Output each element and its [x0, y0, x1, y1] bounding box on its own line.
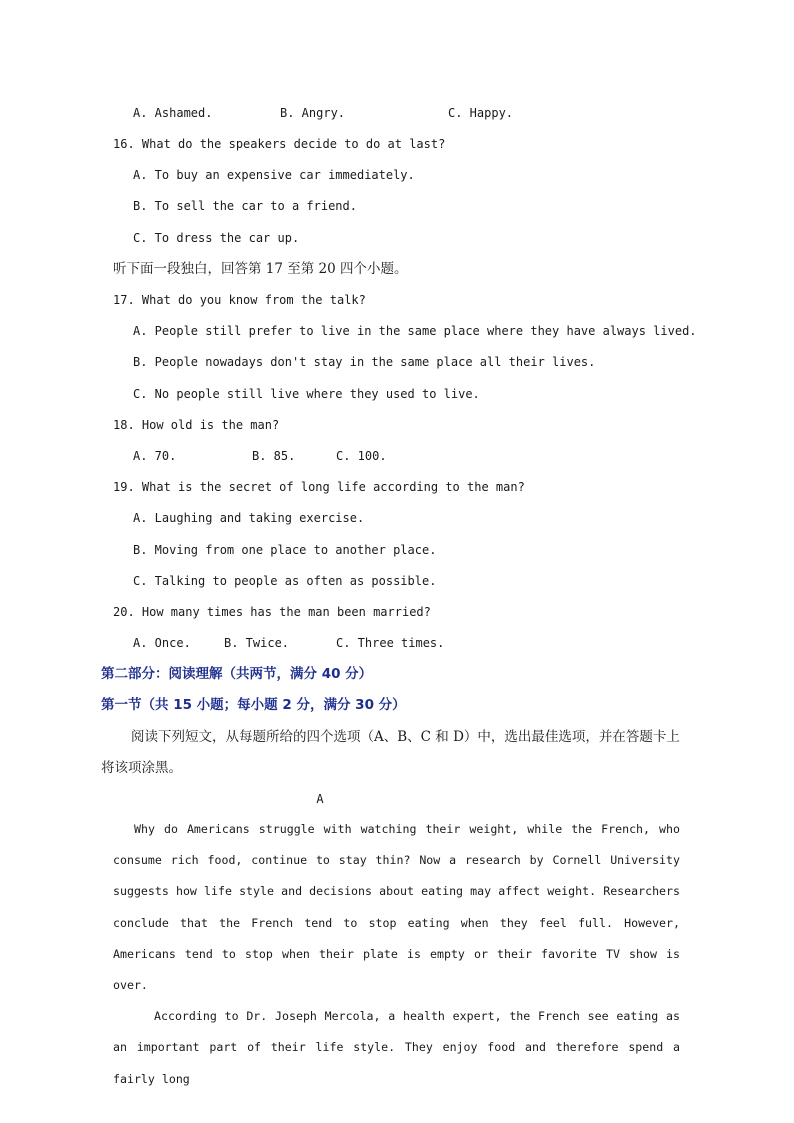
q20-question: 20. How many times has the man been married?	[113, 605, 431, 619]
q20-option-a: A. Once.	[133, 636, 191, 650]
q15-option-a: A. Ashamed.	[133, 106, 213, 120]
q19-option-c: C. Talking to people as often as possible.	[133, 574, 437, 588]
reading-instruction-line2: 将该项涂黑。	[101, 760, 182, 776]
q20-option-c: C. Three times.	[336, 636, 445, 650]
passage-label: A	[316, 792, 324, 806]
part2-heading: 第二部分：阅读理解（共两节，满分 40 分）	[101, 666, 373, 682]
monologue-instruction: 听下面一段独白，回答第 17 至第 20 四个小题。	[113, 261, 408, 277]
q17-question: 17. What do you know from the talk?	[113, 293, 366, 307]
q17-option-a: A. People still prefer to live in the same place where they have always lived.	[133, 324, 697, 338]
section1-heading: 第一节（共 15 小题；每小题 2 分，满分 30 分）	[101, 697, 406, 713]
passage-body	[113, 814, 680, 1095]
q18-option-b: B. 85.	[252, 449, 296, 463]
q17-option-c: C. No people still live where they used to live.	[133, 387, 480, 401]
q19-question: 19. What is the secret of long life according to the man?	[113, 480, 525, 494]
q17-option-b: B. People nowadays don't stay in the same place all their lives.	[133, 355, 596, 369]
q20-option-b: B. Twice.	[224, 636, 290, 650]
q18-option-a: A. 70.	[133, 449, 177, 463]
q15-option-c: C. Happy.	[448, 106, 514, 120]
reading-instruction-line1: 阅读下列短文，从每题所给的四个选项（A、B、C 和 D）中，选出最佳选项，并在答题卡上	[131, 729, 680, 745]
q16-option-b: B. To sell the car to a friend.	[133, 199, 357, 213]
q19-option-b: B. Moving from one place to another place.	[133, 543, 437, 557]
q16-option-a: A. To buy an expensive car immediately.	[133, 168, 415, 182]
passage-paragraph-2: According to Dr. Joseph Mercola, a health expert, the French see eating as an important part of their life style. They enjoy food and therefore spend a fairly long	[113, 1009, 680, 1086]
q18-question: 18. How old is the man?	[113, 418, 280, 432]
passage-paragraph-1: Why do Americans struggle with watching their weight, while the French, who consume rich food, continue to stay thin? Now a research by Cornell University suggests how life style and decisions about eating may affect weight. Researchers conclude that the French tend to stop eating when they feel full. However, Americans tend to stop when their plate is empty or their favorite TV show is over.	[113, 822, 680, 993]
q15-option-b: B. Angry.	[280, 106, 346, 120]
q18-option-c: C. 100.	[336, 449, 387, 463]
q19-option-a: A. Laughing and taking exercise.	[133, 511, 365, 525]
q16-question: 16. What do the speakers decide to do at last?	[113, 137, 446, 151]
q16-option-c: C. To dress the car up.	[133, 231, 300, 245]
